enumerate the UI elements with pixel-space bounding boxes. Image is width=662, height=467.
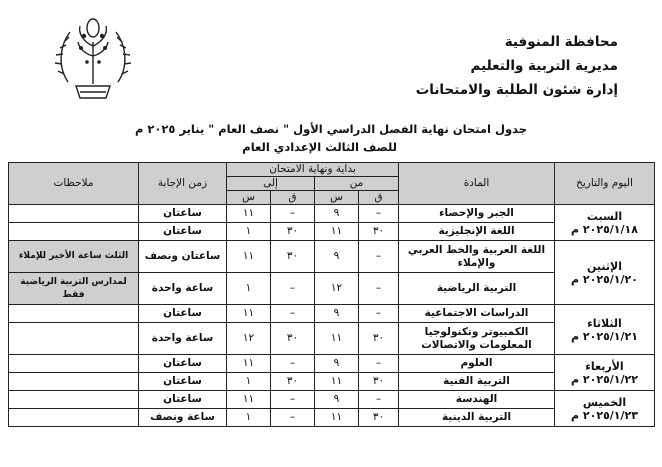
organization-header (358, 30, 618, 102)
to-hour-cell: ١ (227, 273, 271, 305)
schedule-table (8, 162, 655, 427)
duration-cell: ساعتان (139, 305, 227, 323)
from-hour-cell: ١١ (315, 323, 359, 355)
to-minute-cell: – (271, 409, 315, 427)
notes-cell (9, 391, 139, 409)
to-minute-cell: – (271, 305, 315, 323)
to-hour-cell: ١ (227, 373, 271, 391)
day-date: ٢٠٢٥/١/٢٢ م (571, 372, 638, 386)
to-minute-cell: ٣٠ (271, 241, 315, 273)
day-cell (555, 391, 655, 427)
subject-cell: التربية الفنية (399, 373, 555, 391)
day-name: الأربعاء (585, 359, 624, 373)
to-minute-cell: ٣٠ (271, 323, 315, 355)
column-header-to: إلى (227, 177, 315, 191)
to-hour-cell: ١١ (227, 305, 271, 323)
subject-cell: اللغة العربية والخط العربي والإملاء (399, 241, 555, 273)
from-minute-cell: ٣٠ (359, 223, 399, 241)
from-minute-cell: – (359, 241, 399, 273)
column-header-start-end: بداية ونهاية الامتحان (227, 163, 399, 177)
day-date: ٢٠٢٥/١/٢١ م (571, 329, 638, 343)
day-cell (555, 305, 655, 355)
governorate-name: محافظة المنوفية (504, 34, 618, 50)
day-cell (555, 355, 655, 391)
column-header-to-hour: س (227, 191, 271, 205)
from-minute-cell: – (359, 391, 399, 409)
to-hour-cell: ١ (227, 223, 271, 241)
subject-cell: اللغة الإنجليزية (399, 223, 555, 241)
from-hour-cell: ١١ (315, 409, 359, 427)
notes-cell (9, 205, 139, 223)
from-hour-cell: ٩ (315, 391, 359, 409)
day-date: ٢٠٢٥/١/٢٣ م (571, 408, 638, 422)
from-hour-cell: ١٢ (315, 273, 359, 305)
from-hour-cell: ٩ (315, 205, 359, 223)
from-minute-cell: – (359, 205, 399, 223)
day-name: الإثنين (587, 259, 622, 273)
from-minute-cell: – (359, 273, 399, 305)
notes-cell: لمدارس التربية الرياضية فقط (9, 273, 139, 305)
table-row (9, 355, 655, 373)
column-header-to-minute: ق (271, 191, 315, 205)
to-minute-cell: – (271, 391, 315, 409)
from-hour-cell: ٩ (315, 355, 359, 373)
column-header-from-hour: س (315, 191, 359, 205)
day-date: ٢٠٢٥/١/٢٠ م (571, 272, 638, 286)
duration-cell: ساعتان ونصف (139, 241, 227, 273)
schedule-subtitle: للصف الثالث الإعدادي العام (242, 140, 397, 154)
from-minute-cell: – (359, 305, 399, 323)
to-minute-cell: ٣٠ (271, 223, 315, 241)
duration-cell: ساعتان (139, 373, 227, 391)
notes-cell (9, 305, 139, 323)
day-name: السبت (586, 209, 623, 223)
subject-cell: التربية الرياضية (399, 273, 555, 305)
duration-cell: ساعة ونصف (139, 409, 227, 427)
table-row (9, 305, 655, 323)
duration-cell: ساعتان (139, 205, 227, 223)
notes-cell (9, 409, 139, 427)
schedule-title: جدول امتحان نهاية الفصل الدراسي الأول " نصف العام " يناير ٢٠٢٥ م (134, 122, 528, 136)
to-minute-cell: – (271, 273, 315, 305)
directorate-name: مديرية التربية والتعليم (470, 58, 618, 74)
column-header-from: من (315, 177, 399, 191)
from-minute-cell: – (359, 355, 399, 373)
table-row (9, 391, 655, 409)
day-cell (555, 205, 655, 241)
to-hour-cell: ١١ (227, 391, 271, 409)
day-name: الخميس (582, 395, 627, 409)
duration-cell: ساعتان (139, 355, 227, 373)
subject-cell: الكمبيوتر وتكنولوجيا المعلومات والاتصالات (399, 323, 555, 355)
day-cell (555, 241, 655, 305)
duration-cell: ساعة واحدة (139, 273, 227, 305)
from-minute-cell: ٣٠ (359, 373, 399, 391)
column-header-duration: زمن الإجابة (139, 163, 227, 205)
to-minute-cell: – (271, 205, 315, 223)
subject-cell: العلوم (399, 355, 555, 373)
column-header-notes: ملاحظات (9, 163, 139, 205)
from-minute-cell: ٣٠ (359, 323, 399, 355)
notes-cell (9, 223, 139, 241)
subject-cell: الجبر والإحصاء (399, 205, 555, 223)
notes-cell (9, 323, 139, 355)
to-minute-cell: ٣٠ (271, 373, 315, 391)
to-hour-cell: ١٢ (227, 323, 271, 355)
subject-cell: الهندسة (399, 391, 555, 409)
duration-cell: ساعة واحدة (139, 323, 227, 355)
from-hour-cell: ١١ (315, 373, 359, 391)
department-name: إدارة شئون الطلبة والامتحانات (415, 82, 618, 98)
column-header-from-minute: ق (359, 191, 399, 205)
governorate-emblem-icon (54, 12, 132, 104)
notes-cell (9, 373, 139, 391)
to-hour-cell: ١١ (227, 355, 271, 373)
day-date: ٢٠٢٥/١/١٨ م (571, 222, 638, 236)
notes-cell: الثلث ساعة الأخير للإملاء (9, 241, 139, 273)
from-hour-cell: ٩ (315, 305, 359, 323)
from-hour-cell: ٩ (315, 241, 359, 273)
to-hour-cell: ١ (227, 409, 271, 427)
day-name: الثلاثاء (587, 316, 622, 330)
to-hour-cell: ١١ (227, 205, 271, 223)
subject-cell: الدراسات الاجتماعية (399, 305, 555, 323)
table-row (9, 241, 655, 273)
from-hour-cell: ١١ (315, 223, 359, 241)
to-minute-cell: – (271, 355, 315, 373)
subject-cell: التربية الدينية (399, 409, 555, 427)
notes-cell (9, 355, 139, 373)
from-minute-cell: ٣٠ (359, 409, 399, 427)
duration-cell: ساعتان (139, 223, 227, 241)
column-header-day-date: اليوم والتاريخ (555, 163, 655, 205)
column-header-subject: المادة (399, 163, 555, 205)
table-row (9, 205, 655, 223)
duration-cell: ساعتان (139, 391, 227, 409)
to-hour-cell: ١١ (227, 241, 271, 273)
